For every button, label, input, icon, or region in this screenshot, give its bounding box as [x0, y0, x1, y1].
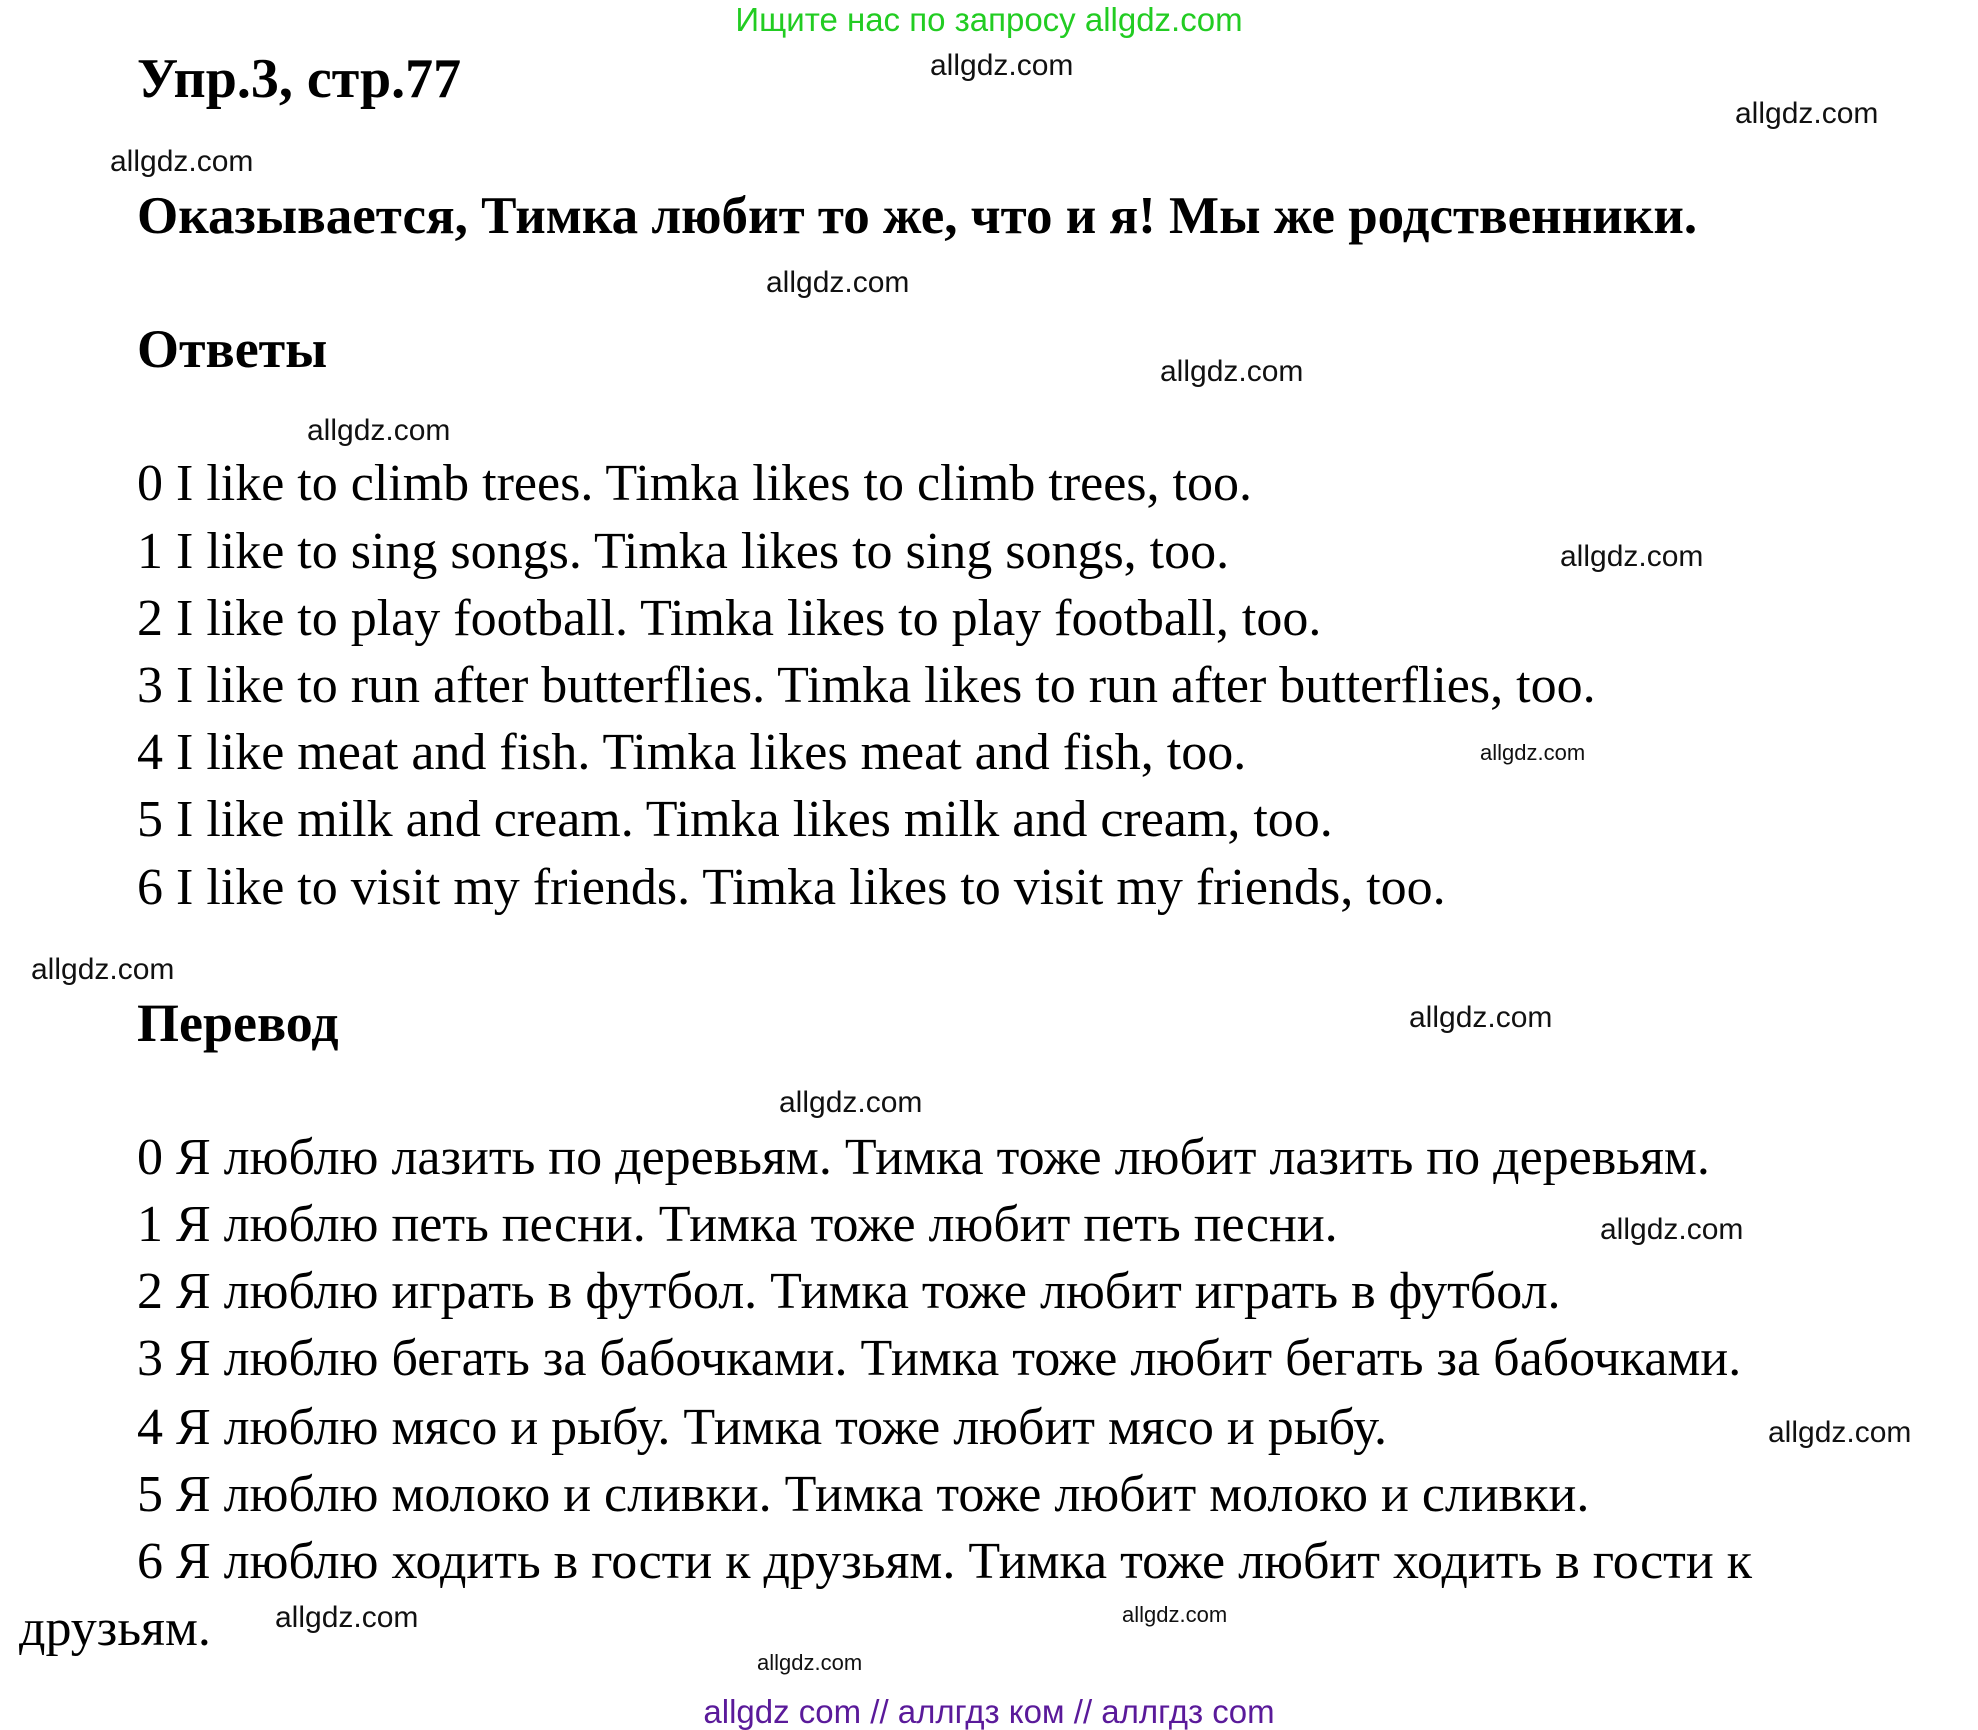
translation-line: 4 Я люблю мясо и рыбу. Тимка тоже любит мясо и рыбу. — [137, 1399, 1387, 1456]
translation-line: 5 Я люблю молоко и сливки. Тимка тоже любит молоко и сливки. — [137, 1466, 1590, 1523]
translation-line-continuation: друзьям. — [19, 1600, 211, 1657]
answer-line: 5 I like milk and cream. Timka likes milk and cream, too. — [137, 791, 1333, 848]
watermark: allgdz.com — [1122, 1602, 1228, 1627]
watermark: allgdz.com — [110, 145, 254, 178]
watermark: allgdz.com — [1480, 740, 1586, 765]
watermark: allgdz.com — [766, 266, 910, 299]
watermark: allgdz.com — [307, 414, 451, 447]
watermark: allgdz.com — [1735, 97, 1879, 130]
translation-line: 1 Я люблю петь песни. Тимка тоже любит петь песни. — [137, 1196, 1338, 1253]
answer-line: 3 I like to run after butterflies. Timka likes to run after butterflies, too. — [137, 657, 1596, 714]
watermark: allgdz.com — [757, 1650, 863, 1675]
translation-line: 0 Я люблю лазить по деревьям. Тимка тоже любит лазить по деревьям. — [137, 1129, 1710, 1186]
answer-line: 0 I like to climb trees. Timka likes to climb trees, too. — [137, 455, 1252, 512]
watermark: allgdz.com — [1600, 1213, 1744, 1246]
answer-line: 4 I like meat and fish. Timka likes meat and fish, too. — [137, 724, 1247, 781]
translation-line: 2 Я люблю играть в футбол. Тимка тоже любит играть в футбол. — [137, 1263, 1561, 1320]
answers-heading: Ответы — [137, 319, 328, 379]
translation-heading: Перевод — [137, 993, 339, 1053]
intro-text: Оказывается, Тимка любит то же, что и я! Мы же родственники. — [137, 187, 1698, 245]
watermark: allgdz.com — [930, 49, 1074, 82]
watermark: allgdz.com — [779, 1086, 923, 1119]
top-banner: Ищите нас по запросу allgdz.com — [735, 1, 1243, 38]
watermark: allgdz.com — [275, 1601, 419, 1634]
watermark: allgdz.com — [1160, 355, 1304, 388]
watermark: allgdz.com — [31, 953, 175, 986]
translation-line: 6 Я люблю ходить в гости к друзьям. Тимка тоже любит ходить в гости к — [137, 1533, 1752, 1590]
page-title: Упр.3, стр.77 — [137, 48, 462, 110]
answer-line: 1 I like to sing songs. Timka likes to sing songs, too. — [137, 523, 1230, 580]
footer-links[interactable]: allgdz com // аллгдз ком // аллгдз com — [703, 1693, 1275, 1730]
answer-line: 2 I like to play football. Timka likes to play football, too. — [137, 590, 1322, 647]
watermark: allgdz.com — [1409, 1001, 1553, 1034]
answer-line: 6 I like to visit my friends. Timka likes to visit my friends, too. — [137, 859, 1446, 916]
translation-line: 3 Я люблю бегать за бабочками. Тимка тоже любит бегать за бабочками. — [137, 1330, 1742, 1387]
watermark: allgdz.com — [1560, 540, 1704, 573]
watermark: allgdz.com — [1768, 1416, 1912, 1449]
